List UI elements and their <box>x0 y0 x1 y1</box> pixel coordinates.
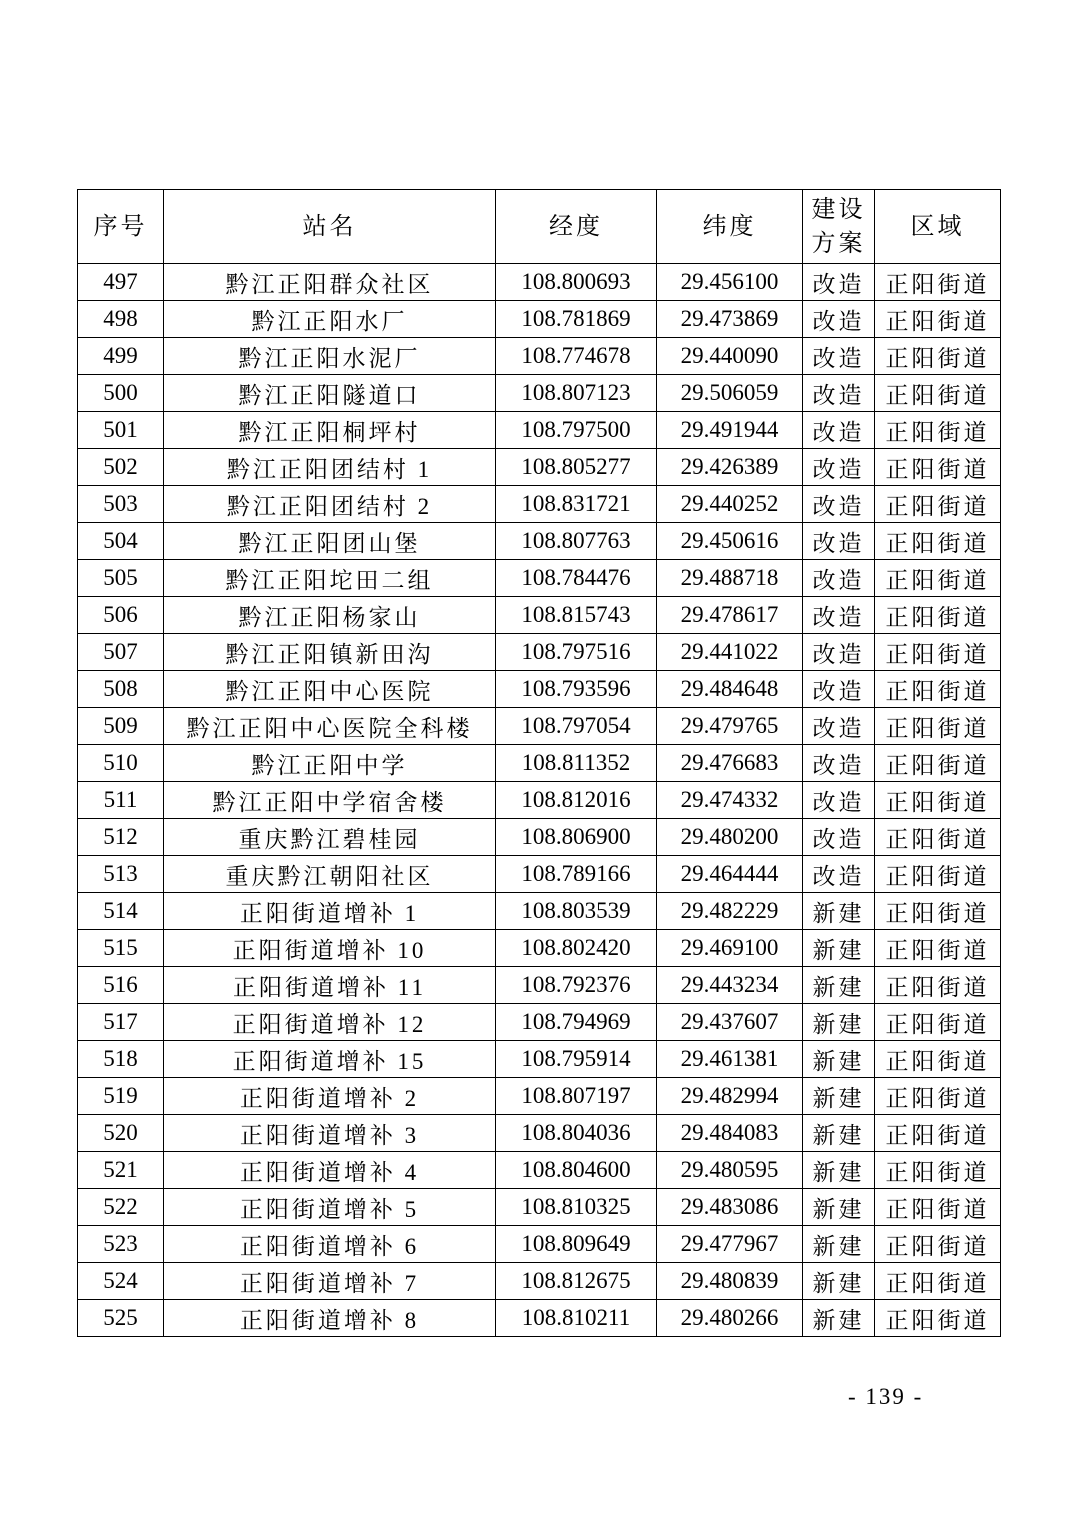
cell-longitude: 108.797054 <box>496 708 657 745</box>
table-row <box>78 893 1001 930</box>
cell-latitude: 29.476683 <box>657 745 803 782</box>
header-index: 序号 <box>78 190 164 264</box>
cell-station-name: 正阳街道增补 5 <box>164 1189 496 1226</box>
cell-region: 正阳街道 <box>875 671 1001 708</box>
cell-plan: 新建 <box>803 1226 875 1263</box>
cell-latitude: 29.478617 <box>657 597 803 634</box>
cell-plan: 改造 <box>803 375 875 412</box>
cell-longitude: 108.803539 <box>496 893 657 930</box>
cell-index: 507 <box>78 634 164 671</box>
table-row <box>78 1115 1001 1152</box>
cell-plan: 改造 <box>803 560 875 597</box>
cell-plan: 改造 <box>803 449 875 486</box>
cell-plan: 新建 <box>803 1041 875 1078</box>
cell-region: 正阳街道 <box>875 375 1001 412</box>
cell-longitude: 108.807763 <box>496 523 657 560</box>
cell-station-name: 黔江正阳中学宿舍楼 <box>164 782 496 819</box>
cell-longitude: 108.807123 <box>496 375 657 412</box>
table-row <box>78 412 1001 449</box>
cell-latitude: 29.488718 <box>657 560 803 597</box>
cell-station-name: 正阳街道增补 7 <box>164 1263 496 1300</box>
cell-station-name: 黔江正阳镇新田沟 <box>164 634 496 671</box>
cell-latitude: 29.484083 <box>657 1115 803 1152</box>
header-latitude: 纬度 <box>657 190 803 264</box>
cell-region: 正阳街道 <box>875 634 1001 671</box>
cell-latitude: 29.437607 <box>657 1004 803 1041</box>
cell-longitude: 108.804036 <box>496 1115 657 1152</box>
cell-region: 正阳街道 <box>875 745 1001 782</box>
cell-index: 521 <box>78 1152 164 1189</box>
cell-latitude: 29.480200 <box>657 819 803 856</box>
table-row <box>78 856 1001 893</box>
cell-longitude: 108.794969 <box>496 1004 657 1041</box>
table-row <box>78 301 1001 338</box>
cell-longitude: 108.810325 <box>496 1189 657 1226</box>
cell-longitude: 108.831721 <box>496 486 657 523</box>
cell-region: 正阳街道 <box>875 1226 1001 1263</box>
cell-station-name: 正阳街道增补 2 <box>164 1078 496 1115</box>
cell-index: 499 <box>78 338 164 375</box>
cell-longitude: 108.792376 <box>496 967 657 1004</box>
table-row <box>78 1300 1001 1337</box>
cell-longitude: 108.811352 <box>496 745 657 782</box>
cell-station-name: 黔江正阳团结村 1 <box>164 449 496 486</box>
cell-latitude: 29.474332 <box>657 782 803 819</box>
cell-plan: 改造 <box>803 412 875 449</box>
cell-longitude: 108.812675 <box>496 1263 657 1300</box>
cell-longitude: 108.789166 <box>496 856 657 893</box>
cell-index: 503 <box>78 486 164 523</box>
table-row <box>78 1226 1001 1263</box>
cell-region: 正阳街道 <box>875 856 1001 893</box>
cell-index: 504 <box>78 523 164 560</box>
cell-station-name: 黔江正阳杨家山 <box>164 597 496 634</box>
cell-plan: 改造 <box>803 338 875 375</box>
cell-station-name: 黔江正阳桐坪村 <box>164 412 496 449</box>
table-row <box>78 597 1001 634</box>
table-row <box>78 1041 1001 1078</box>
table-row <box>78 671 1001 708</box>
cell-longitude: 108.784476 <box>496 560 657 597</box>
header-row <box>78 190 1001 264</box>
table-row <box>78 819 1001 856</box>
cell-plan: 改造 <box>803 782 875 819</box>
cell-station-name: 重庆黔江朝阳社区 <box>164 856 496 893</box>
station-table <box>77 189 1001 1337</box>
cell-longitude: 108.804600 <box>496 1152 657 1189</box>
cell-latitude: 29.456100 <box>657 264 803 301</box>
cell-plan: 改造 <box>803 745 875 782</box>
cell-station-name: 黔江正阳中心医院全科楼 <box>164 708 496 745</box>
cell-index: 510 <box>78 745 164 782</box>
table-row <box>78 1152 1001 1189</box>
cell-region: 正阳街道 <box>875 893 1001 930</box>
cell-station-name: 重庆黔江碧桂园 <box>164 819 496 856</box>
cell-index: 524 <box>78 1263 164 1300</box>
cell-region: 正阳街道 <box>875 264 1001 301</box>
cell-station-name: 黔江正阳团结村 2 <box>164 486 496 523</box>
cell-latitude: 29.482994 <box>657 1078 803 1115</box>
cell-region: 正阳街道 <box>875 1152 1001 1189</box>
cell-station-name: 黔江正阳水泥厂 <box>164 338 496 375</box>
table-row <box>78 967 1001 1004</box>
cell-plan: 新建 <box>803 1300 875 1337</box>
cell-index: 515 <box>78 930 164 967</box>
cell-latitude: 29.491944 <box>657 412 803 449</box>
cell-latitude: 29.506059 <box>657 375 803 412</box>
header-plan: 建设方案 <box>803 190 875 264</box>
table-row <box>78 560 1001 597</box>
table-row <box>78 782 1001 819</box>
cell-region: 正阳街道 <box>875 412 1001 449</box>
cell-region: 正阳街道 <box>875 819 1001 856</box>
cell-station-name: 黔江正阳隧道口 <box>164 375 496 412</box>
cell-station-name: 正阳街道增补 12 <box>164 1004 496 1041</box>
cell-plan: 新建 <box>803 1004 875 1041</box>
cell-index: 514 <box>78 893 164 930</box>
cell-longitude: 108.774678 <box>496 338 657 375</box>
table-row <box>78 1004 1001 1041</box>
cell-latitude: 29.473869 <box>657 301 803 338</box>
cell-region: 正阳街道 <box>875 449 1001 486</box>
cell-region: 正阳街道 <box>875 486 1001 523</box>
cell-region: 正阳街道 <box>875 1263 1001 1300</box>
cell-index: 519 <box>78 1078 164 1115</box>
cell-index: 497 <box>78 264 164 301</box>
table-row <box>78 708 1001 745</box>
cell-index: 511 <box>78 782 164 819</box>
cell-longitude: 108.809649 <box>496 1226 657 1263</box>
cell-region: 正阳街道 <box>875 1004 1001 1041</box>
cell-region: 正阳街道 <box>875 1189 1001 1226</box>
cell-longitude: 108.805277 <box>496 449 657 486</box>
table-row <box>78 930 1001 967</box>
cell-plan: 改造 <box>803 671 875 708</box>
cell-index: 508 <box>78 671 164 708</box>
cell-plan: 改造 <box>803 634 875 671</box>
header-longitude: 经度 <box>496 190 657 264</box>
table-row <box>78 1263 1001 1300</box>
table-row <box>78 338 1001 375</box>
cell-station-name: 正阳街道增补 3 <box>164 1115 496 1152</box>
cell-region: 正阳街道 <box>875 560 1001 597</box>
cell-station-name: 正阳街道增补 10 <box>164 930 496 967</box>
cell-latitude: 29.440090 <box>657 338 803 375</box>
table-row <box>78 1189 1001 1226</box>
table-body <box>78 264 1001 1337</box>
cell-index: 518 <box>78 1041 164 1078</box>
cell-region: 正阳街道 <box>875 1078 1001 1115</box>
cell-index: 520 <box>78 1115 164 1152</box>
cell-plan: 改造 <box>803 264 875 301</box>
header-region: 区域 <box>875 190 1001 264</box>
cell-plan: 改造 <box>803 486 875 523</box>
cell-latitude: 29.426389 <box>657 449 803 486</box>
cell-index: 502 <box>78 449 164 486</box>
cell-station-name: 正阳街道增补 8 <box>164 1300 496 1337</box>
cell-index: 506 <box>78 597 164 634</box>
cell-longitude: 108.797500 <box>496 412 657 449</box>
cell-station-name: 正阳街道增补 6 <box>164 1226 496 1263</box>
cell-latitude: 29.441022 <box>657 634 803 671</box>
cell-longitude: 108.795914 <box>496 1041 657 1078</box>
cell-index: 505 <box>78 560 164 597</box>
table-row <box>78 486 1001 523</box>
cell-index: 523 <box>78 1226 164 1263</box>
cell-longitude: 108.815743 <box>496 597 657 634</box>
cell-index: 498 <box>78 301 164 338</box>
table-row <box>78 375 1001 412</box>
cell-latitude: 29.461381 <box>657 1041 803 1078</box>
cell-index: 513 <box>78 856 164 893</box>
cell-latitude: 29.483086 <box>657 1189 803 1226</box>
cell-latitude: 29.480839 <box>657 1263 803 1300</box>
cell-station-name: 正阳街道增补 4 <box>164 1152 496 1189</box>
table-row <box>78 449 1001 486</box>
cell-index: 522 <box>78 1189 164 1226</box>
cell-index: 525 <box>78 1300 164 1337</box>
cell-region: 正阳街道 <box>875 597 1001 634</box>
cell-latitude: 29.450616 <box>657 523 803 560</box>
cell-plan: 新建 <box>803 1152 875 1189</box>
cell-plan: 改造 <box>803 523 875 560</box>
table-row <box>78 634 1001 671</box>
cell-region: 正阳街道 <box>875 523 1001 560</box>
cell-plan: 改造 <box>803 597 875 634</box>
cell-plan: 新建 <box>803 1189 875 1226</box>
cell-longitude: 108.812016 <box>496 782 657 819</box>
cell-latitude: 29.484648 <box>657 671 803 708</box>
cell-station-name: 正阳街道增补 1 <box>164 893 496 930</box>
cell-latitude: 29.480595 <box>657 1152 803 1189</box>
cell-latitude: 29.469100 <box>657 930 803 967</box>
cell-latitude: 29.440252 <box>657 486 803 523</box>
cell-region: 正阳街道 <box>875 338 1001 375</box>
cell-index: 516 <box>78 967 164 1004</box>
cell-region: 正阳街道 <box>875 782 1001 819</box>
cell-longitude: 108.781869 <box>496 301 657 338</box>
cell-latitude: 29.443234 <box>657 967 803 1004</box>
cell-region: 正阳街道 <box>875 967 1001 1004</box>
cell-plan: 改造 <box>803 301 875 338</box>
cell-region: 正阳街道 <box>875 930 1001 967</box>
cell-plan: 改造 <box>803 819 875 856</box>
cell-latitude: 29.477967 <box>657 1226 803 1263</box>
cell-plan: 新建 <box>803 930 875 967</box>
cell-index: 512 <box>78 819 164 856</box>
cell-station-name: 黔江正阳群众社区 <box>164 264 496 301</box>
cell-longitude: 108.810211 <box>496 1300 657 1337</box>
cell-station-name: 正阳街道增补 15 <box>164 1041 496 1078</box>
cell-longitude: 108.793596 <box>496 671 657 708</box>
cell-station-name: 黔江正阳水厂 <box>164 301 496 338</box>
cell-station-name: 黔江正阳中心医院 <box>164 671 496 708</box>
cell-station-name: 黔江正阳坨田二组 <box>164 560 496 597</box>
cell-plan: 改造 <box>803 856 875 893</box>
cell-region: 正阳街道 <box>875 301 1001 338</box>
table-row <box>78 1078 1001 1115</box>
cell-plan: 改造 <box>803 708 875 745</box>
cell-longitude: 108.807197 <box>496 1078 657 1115</box>
cell-plan: 新建 <box>803 893 875 930</box>
table-row <box>78 745 1001 782</box>
cell-plan: 新建 <box>803 1078 875 1115</box>
table-row <box>78 264 1001 301</box>
cell-station-name: 黔江正阳中学 <box>164 745 496 782</box>
cell-region: 正阳街道 <box>875 708 1001 745</box>
cell-index: 517 <box>78 1004 164 1041</box>
cell-station-name: 黔江正阳团山堡 <box>164 523 496 560</box>
cell-plan: 新建 <box>803 1115 875 1152</box>
cell-region: 正阳街道 <box>875 1115 1001 1152</box>
cell-plan: 新建 <box>803 967 875 1004</box>
cell-longitude: 108.806900 <box>496 819 657 856</box>
cell-latitude: 29.482229 <box>657 893 803 930</box>
cell-longitude: 108.797516 <box>496 634 657 671</box>
cell-station-name: 正阳街道增补 11 <box>164 967 496 1004</box>
cell-region: 正阳街道 <box>875 1041 1001 1078</box>
table-header <box>78 190 1001 264</box>
cell-latitude: 29.480266 <box>657 1300 803 1337</box>
cell-index: 501 <box>78 412 164 449</box>
header-name: 站名 <box>164 190 496 264</box>
cell-index: 509 <box>78 708 164 745</box>
cell-longitude: 108.800693 <box>496 264 657 301</box>
table-row <box>78 523 1001 560</box>
cell-latitude: 29.479765 <box>657 708 803 745</box>
cell-plan: 新建 <box>803 1263 875 1300</box>
cell-latitude: 29.464444 <box>657 856 803 893</box>
cell-index: 500 <box>78 375 164 412</box>
cell-longitude: 108.802420 <box>496 930 657 967</box>
cell-region: 正阳街道 <box>875 1300 1001 1337</box>
page-number: - 139 - <box>848 1384 924 1409</box>
